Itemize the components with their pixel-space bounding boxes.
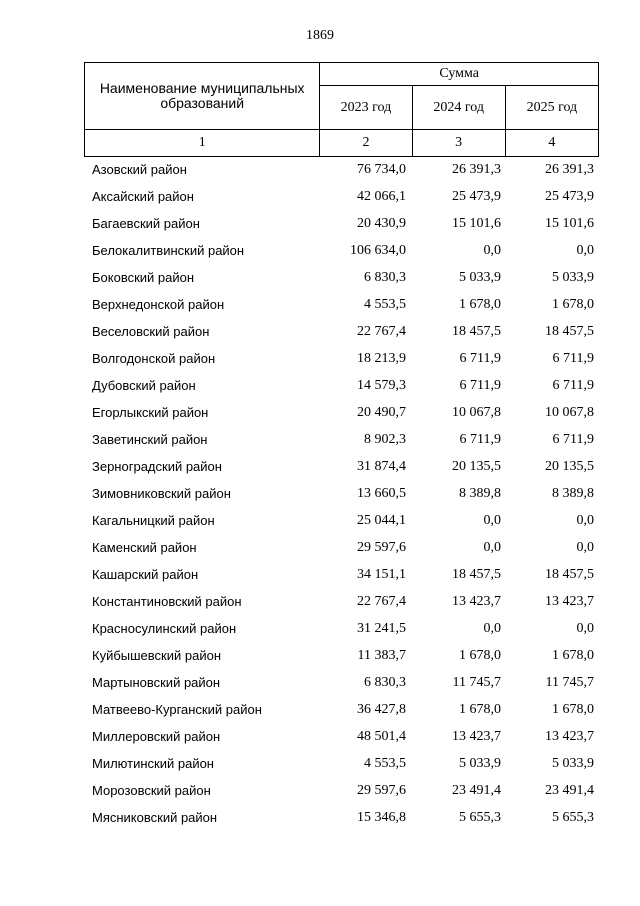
district-name: Заветинский район [92, 432, 208, 447]
table-row [84, 432, 599, 459]
district-name: Верхнедонской район [92, 297, 225, 312]
table-row [84, 567, 599, 594]
table-row [84, 189, 599, 216]
district-name: Милютинский район [92, 756, 214, 771]
district-name: Дубовский район [92, 378, 196, 393]
value-2025: 13 423,7 [545, 594, 594, 609]
value-2024: 20 135,5 [452, 459, 501, 474]
value-2025: 0,0 [576, 243, 594, 258]
value-2024: 0,0 [483, 513, 501, 528]
district-name: Зерноградский район [92, 459, 222, 474]
value-2023: 25 044,1 [357, 513, 406, 528]
district-name: Волгодонской район [92, 351, 216, 366]
value-2023: 48 501,4 [357, 729, 406, 744]
value-2025: 1 678,0 [552, 297, 594, 312]
value-2023: 76 734,0 [357, 162, 406, 177]
table-row [84, 621, 599, 648]
value-2024: 18 457,5 [452, 567, 501, 582]
district-name: Красносулинский район [92, 621, 237, 636]
value-2023: 20 430,9 [357, 216, 406, 231]
header-col-number-2: 2 [320, 130, 412, 157]
header-sum: Сумма [320, 63, 599, 86]
value-2023: 22 767,4 [357, 594, 406, 609]
district-name: Зимовниковский район [92, 486, 231, 501]
value-2023: 34 151,1 [357, 567, 406, 582]
district-name: Константиновский район [92, 594, 242, 609]
value-2023: 4 553,5 [364, 297, 406, 312]
district-name: Морозовский район [92, 783, 211, 798]
table-body [84, 162, 599, 837]
value-2025: 25 473,9 [545, 189, 594, 204]
value-2025: 10 067,8 [545, 405, 594, 420]
value-2023: 31 241,5 [357, 621, 406, 636]
district-name: Матвеево-Курганский район [92, 702, 262, 717]
table-row [84, 810, 599, 837]
district-name: Миллеровский район [92, 729, 221, 744]
value-2025: 5 033,9 [552, 270, 594, 285]
header-year-2024: 2024 год [412, 86, 505, 130]
value-2023: 20 490,7 [357, 405, 406, 420]
value-2024: 5 655,3 [459, 810, 501, 825]
table-row [84, 648, 599, 675]
value-2025: 13 423,7 [545, 729, 594, 744]
value-2025: 6 711,9 [552, 351, 594, 366]
value-2024: 23 491,4 [452, 783, 501, 798]
value-2024: 10 067,8 [452, 405, 501, 420]
table-row [84, 459, 599, 486]
value-2025: 0,0 [576, 540, 594, 555]
value-2023: 29 597,6 [357, 540, 406, 555]
value-2023: 18 213,9 [357, 351, 406, 366]
value-2023: 106 634,0 [350, 243, 406, 258]
value-2024: 1 678,0 [459, 702, 501, 717]
district-name: Боковский район [92, 270, 195, 285]
value-2025: 5 655,3 [552, 810, 594, 825]
value-2025: 6 711,9 [552, 432, 594, 447]
value-2025: 26 391,3 [545, 162, 594, 177]
value-2024: 18 457,5 [452, 324, 501, 339]
district-name: Мясниковский район [92, 810, 218, 825]
value-2024: 15 101,6 [452, 216, 501, 231]
value-2023: 14 579,3 [357, 378, 406, 393]
value-2024: 25 473,9 [452, 189, 501, 204]
district-name: Егорлыкский район [92, 405, 209, 420]
value-2024: 5 033,9 [459, 756, 501, 771]
table-row [84, 243, 599, 270]
district-name: Азовский район [92, 162, 187, 177]
value-2025: 6 711,9 [552, 378, 594, 393]
table-row [84, 486, 599, 513]
district-name: Мартыновский район [92, 675, 221, 690]
table-row [84, 729, 599, 756]
table-row [84, 324, 599, 351]
table-row [84, 216, 599, 243]
table-row [84, 162, 599, 189]
value-2023: 6 830,3 [364, 675, 406, 690]
district-name: Белокалитвинский район [92, 243, 245, 258]
value-2023: 36 427,8 [357, 702, 406, 717]
value-2023: 15 346,8 [357, 810, 406, 825]
value-2025: 1 678,0 [552, 702, 594, 717]
value-2023: 4 553,5 [364, 756, 406, 771]
value-2024: 13 423,7 [452, 594, 501, 609]
header-col-number-1: 1 [85, 130, 320, 157]
value-2024: 8 389,8 [459, 486, 501, 501]
district-name: Каменский район [92, 540, 197, 555]
value-2024: 6 711,9 [459, 351, 501, 366]
header-name: Наименование муниципальных образований [85, 63, 320, 130]
district-name: Куйбышевский район [92, 648, 221, 663]
table-row [84, 675, 599, 702]
value-2025: 11 745,7 [545, 675, 594, 690]
table-row [84, 297, 599, 324]
value-2024: 5 033,9 [459, 270, 501, 285]
value-2024: 26 391,3 [452, 162, 501, 177]
value-2023: 22 767,4 [357, 324, 406, 339]
value-2024: 6 711,9 [459, 432, 501, 447]
table-row [84, 270, 599, 297]
value-2024: 13 423,7 [452, 729, 501, 744]
value-2025: 0,0 [576, 621, 594, 636]
value-2023: 13 660,5 [357, 486, 406, 501]
value-2025: 5 033,9 [552, 756, 594, 771]
value-2023: 29 597,6 [357, 783, 406, 798]
value-2025: 23 491,4 [545, 783, 594, 798]
value-2023: 11 383,7 [357, 648, 406, 663]
value-2025: 20 135,5 [545, 459, 594, 474]
value-2025: 15 101,6 [545, 216, 594, 231]
district-name: Веселовский район [92, 324, 210, 339]
table-row [84, 351, 599, 378]
value-2024: 1 678,0 [459, 648, 501, 663]
value-2024: 0,0 [483, 540, 501, 555]
value-2024: 11 745,7 [452, 675, 501, 690]
value-2023: 8 902,3 [364, 432, 406, 447]
table-header [84, 62, 599, 157]
table-row [84, 783, 599, 810]
value-2024: 0,0 [483, 243, 501, 258]
table-row [84, 594, 599, 621]
value-2023: 31 874,4 [357, 459, 406, 474]
table-row [84, 540, 599, 567]
value-2023: 6 830,3 [364, 270, 406, 285]
table-row [84, 702, 599, 729]
value-2024: 0,0 [483, 621, 501, 636]
value-2025: 1 678,0 [552, 648, 594, 663]
value-2023: 42 066,1 [357, 189, 406, 204]
header-col-number-4: 4 [505, 130, 598, 157]
table-row [84, 405, 599, 432]
table-row [84, 378, 599, 405]
value-2025: 18 457,5 [545, 324, 594, 339]
header-year-2025: 2025 год [505, 86, 598, 130]
district-name: Багаевский район [92, 216, 200, 231]
page-number: 1869 [306, 28, 334, 43]
value-2025: 0,0 [576, 513, 594, 528]
district-name: Кагальницкий район [92, 513, 215, 528]
header-col-number-3: 3 [412, 130, 505, 157]
value-2024: 1 678,0 [459, 297, 501, 312]
header-year-2023: 2023 год [320, 86, 412, 130]
district-name: Кашарский район [92, 567, 199, 582]
value-2025: 18 457,5 [545, 567, 594, 582]
value-2024: 6 711,9 [459, 378, 501, 393]
table-row [84, 513, 599, 540]
table-row [84, 756, 599, 783]
district-name: Аксайский район [92, 189, 194, 204]
value-2025: 8 389,8 [552, 486, 594, 501]
